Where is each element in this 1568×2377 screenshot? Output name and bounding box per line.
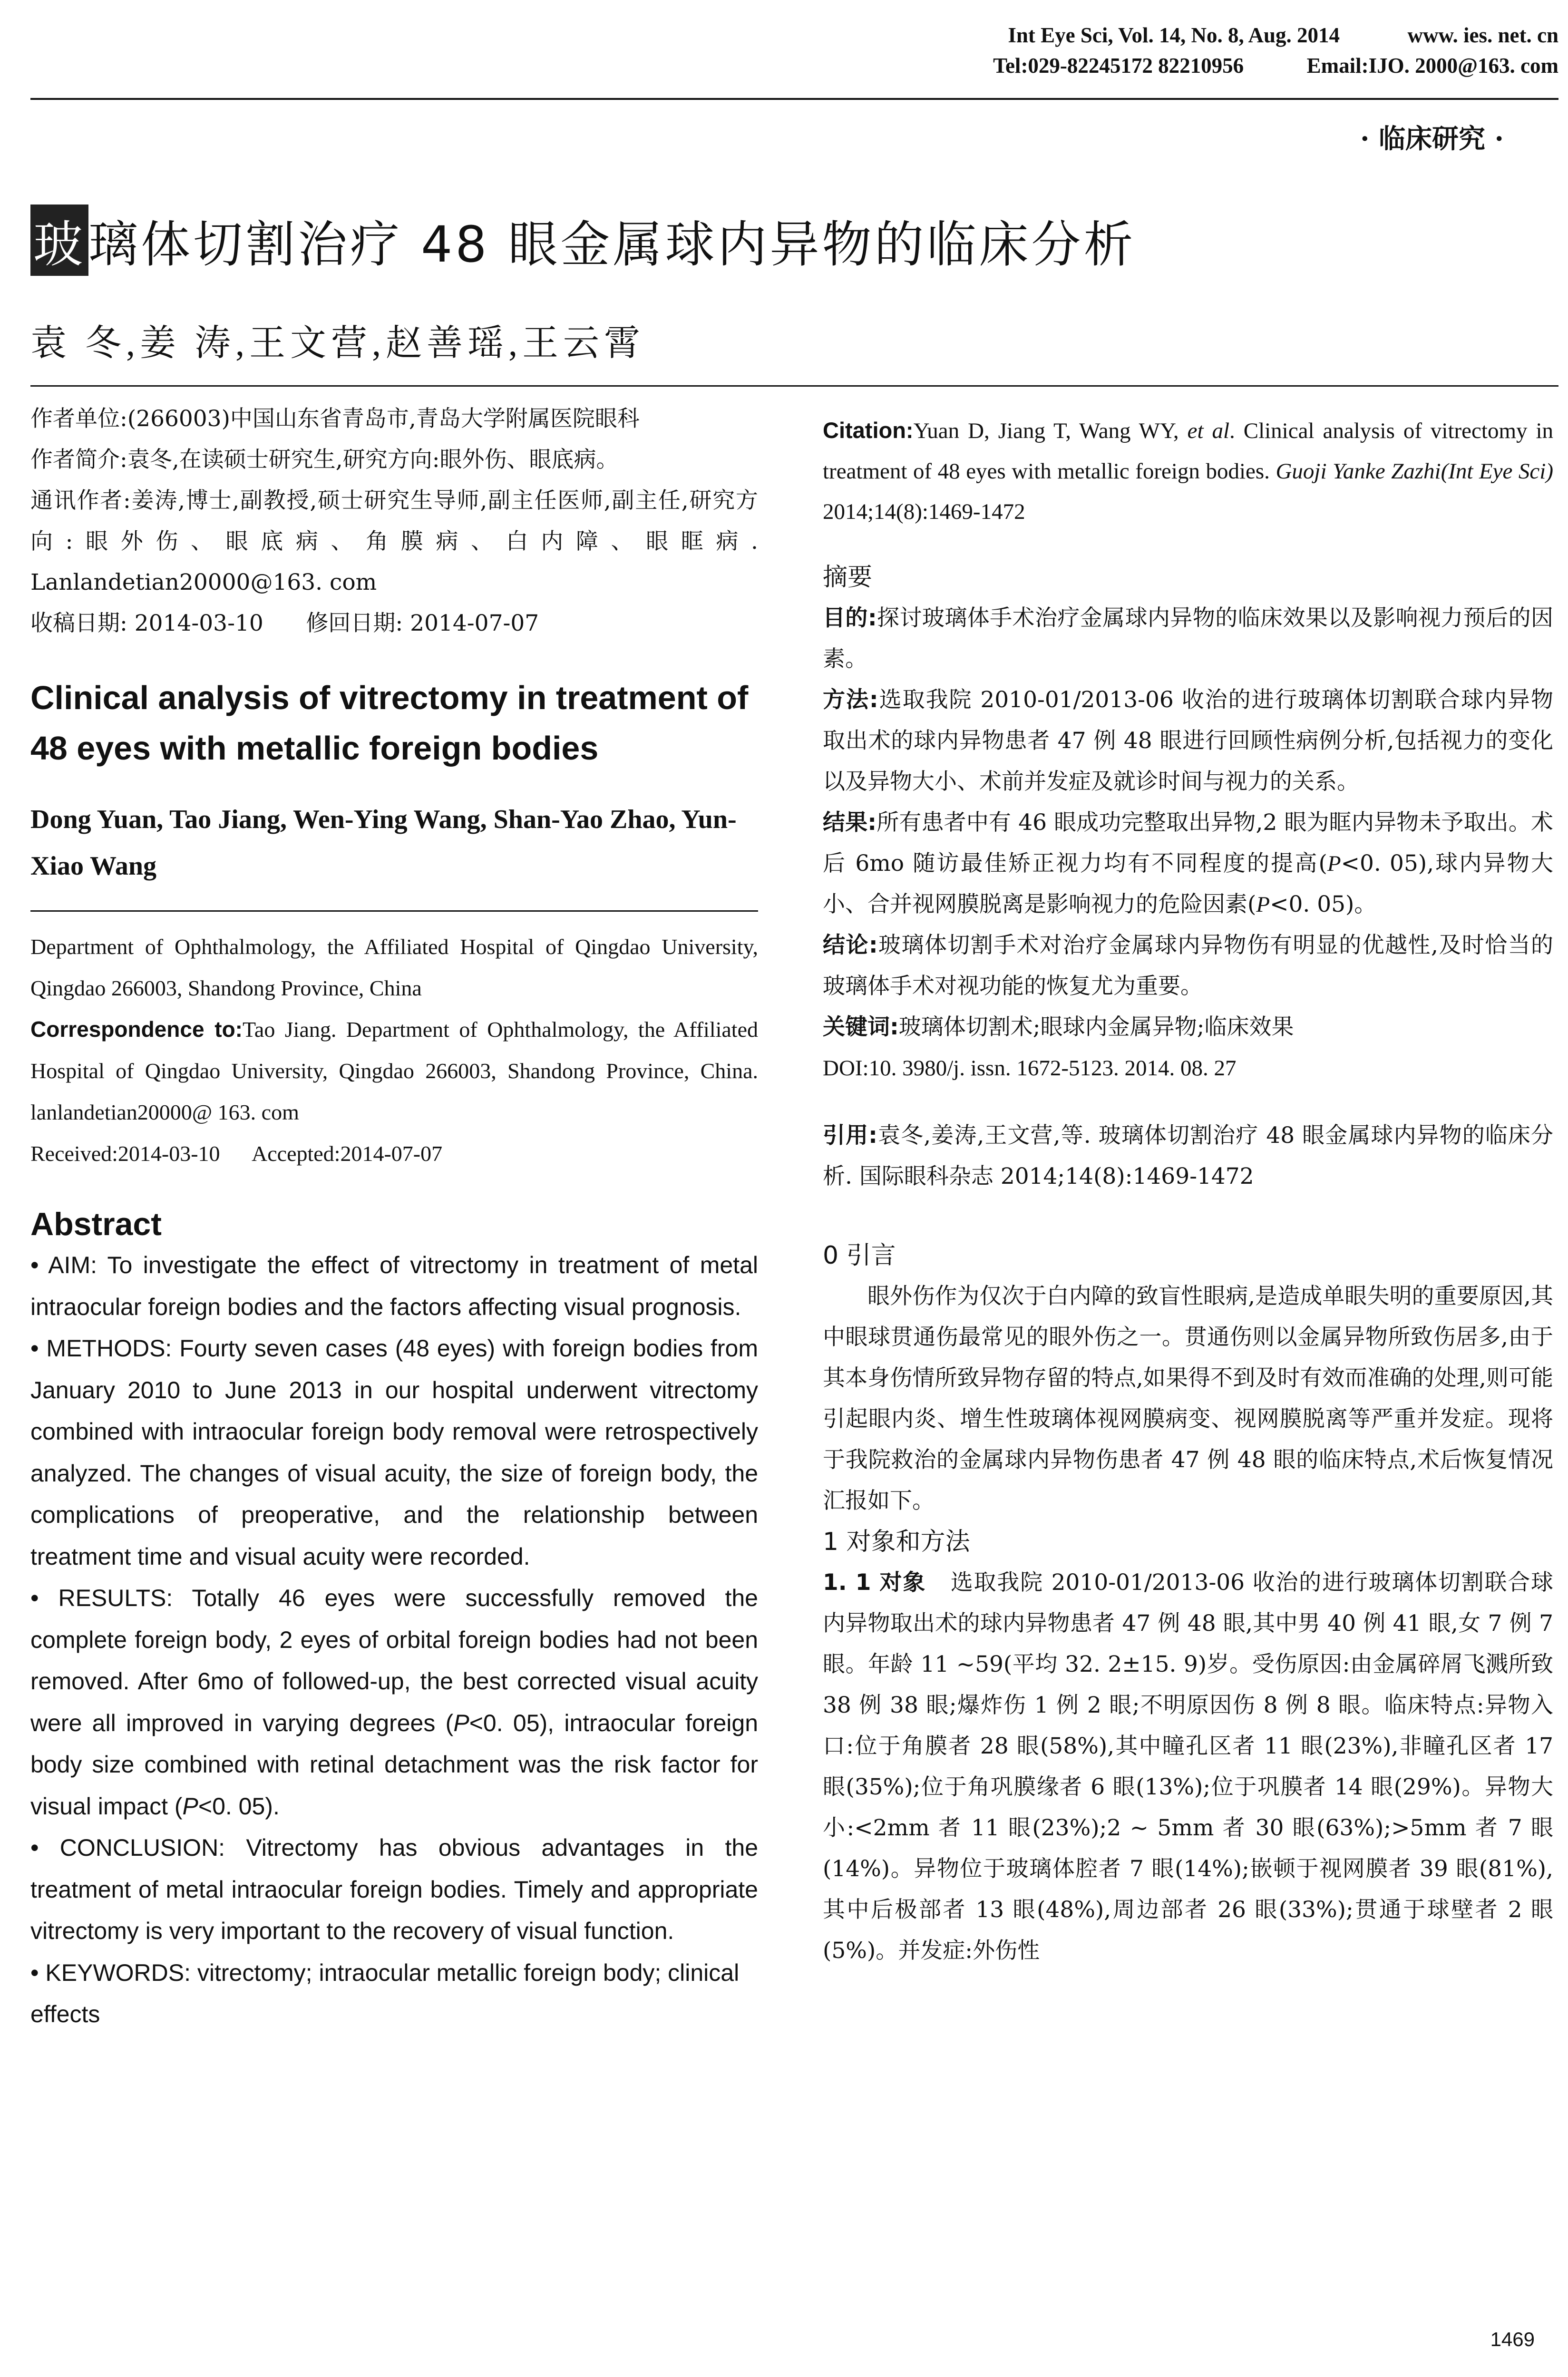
title-rest: 璃体切割治疗 48 眼金属球内异物的临床分析 [88, 215, 1136, 273]
title-first-char: 玻 [30, 205, 88, 276]
page-number: 1469 [1490, 2328, 1535, 2350]
cite-cn-text: 袁冬,姜涛,王文营,等. 玻璃体切割治疗 48 眼金属球内异物的临床分析. 国际眼科杂志 2014;14(8):1469-1472 [823, 1122, 1553, 1189]
methods-heading: 1 对象和方法 [823, 1528, 970, 1556]
results-label: 结果: [823, 809, 877, 836]
cn-abstract-aim [823, 598, 1553, 680]
journal-website: www. ies. net. cn [1407, 23, 1558, 47]
results-text-a: 所有患者中有 46 眼成功完整取出异物,2 眼为眶内异物未予取出。术后 6mo 随访最佳矫正视力均有不同程度的提高( [823, 809, 1553, 877]
right-column [823, 410, 1553, 1971]
english-affiliation: Department of Ophthalmology, the Affiliated Hospital of Qingdao University, Qingdao 266003, Shandong Province, China [30, 935, 758, 1000]
authors-rule [30, 385, 1558, 387]
citation-text-c: 2014;14(8):1469-1472 [823, 499, 1025, 524]
authors-cn: 袁 冬,姜 涛,王文营,赵善瑶,王云霄 [30, 323, 645, 363]
abstract-results-a: • RESULTS: Totally 46 eyes were successfully removed the complete foreign body, 2 eyes of orbital foreign bodies had not been removed. After 6mo of followed-up, the best corrected visual acuity were all improved in varying degrees ( [30, 1585, 758, 1736]
left-column [30, 399, 758, 2036]
english-authors-rule [30, 910, 758, 912]
abstract-results-c: <0. 05). [198, 1792, 280, 1820]
p-symbol: P [1256, 892, 1270, 917]
methods-text: 选取我院 2010-01/2013-06 收治的进行玻璃体切割联合球内异物取出术的球内异物患者 47 例 48 眼,其中男 40 例 41 眼,女 7 例 7 眼。年龄 11 ~59(平均 32. 2±15. 9)岁。受伤原因:由金属碎屑飞溅所致 38 例 38 眼;爆炸伤 1 例 2 眼;不明原因伤 8 例 8 眼。临床特点:异物入口:位于角膜者 28 眼(58%),其中瞳孔区者 11 眼(23%),非瞳孔区者 17 眼(35%);位于角巩膜缘者 6 眼(13%);位于巩膜者 14 眼(29%)。异物大小:<2mm 者 11 眼(23%);2 ~ 5mm 者 30 眼(63%);>5mm 者 7 眼(14%)。异物位于玻璃体腔者 7 眼(14%);嵌顿于视网膜者 39 眼(81%),其中后极部者 13 眼(48%),周边部者 26 眼(33%);贯通于球壁者 2 眼(5%)。并发症:外伤性 [823, 1569, 1553, 1964]
conclusion-text: 玻璃体切割手术对治疗金属球内异物伤有明显的优越性,及时恰当的玻璃体手术对视功能的恢复尤为重要。 [823, 932, 1553, 999]
journal-email: Email:IJO. 2000@163. com [1306, 54, 1558, 78]
journal-citation: Int Eye Sci, Vol. 14, No. 8, Aug. 2014 [1008, 23, 1340, 47]
doi: DOI:10. 3980/j. issn. 1672-5123. 2014. 08. 27 [823, 1056, 1237, 1081]
citation-text-b: . Clinical analysis of vitrectomy in treatment of 48 eyes with metallic foreign bodies. [823, 419, 1554, 484]
author-bio-cn: 作者简介:袁冬,在读硕士研究生,研究方向:眼外伤、眼底病。 [30, 447, 619, 473]
results-text-b: <0. 05),球内异物大小、合并视网膜脱离是影响视力的危险因素( [823, 850, 1554, 917]
aim-text: 探讨玻璃体手术治疗金属球内异物的临床效果以及影响视力预后的因素。 [823, 605, 1554, 672]
p-symbol: P [182, 1792, 198, 1820]
citation-text-a: Yuan D, Jiang T, Wang WY, [913, 419, 1179, 443]
abstract-keywords: • KEYWORDS: vitrectomy; intraocular metallic foreign body; clinical effects [30, 1959, 740, 2027]
citation-etal: et al [1187, 419, 1230, 443]
cn-abstract-keywords [823, 1007, 1553, 1048]
english-abstract [30, 1245, 758, 2036]
citation-label: Citation: [823, 418, 914, 443]
methods-paragraph [823, 1562, 1553, 1971]
cite-cn-label: 引用: [823, 1122, 877, 1149]
abstract-conclusion: • CONCLUSION: Vitrectomy has obvious advantages in the treatment of metal intraocular foreign bodies. Timely and appropriate vitrectomy is very important to the recovery of visual function. [30, 1834, 758, 1944]
correspondence-label: Correspondence to: [30, 1017, 243, 1042]
abstract-methods: • METHODS: Fourty seven cases (48 eyes) with foreign bodies from January 2010 to June 2013 in our hospital underwent vitrectomy combined with intraocular foreign body removal were retrospectively analyzed. The changes of visual acuity, the size of foreign body, the complications of preoperative, and the relationship between treatment time and visual acuity were recorded. [30, 1335, 758, 1570]
intro-paragraph: 眼外伤作为仅次于白内障的致盲性眼病,是造成单眼失明的重要原因,其中眼球贯通伤最常见的眼外伤之一。贯通伤则以金属异物所致伤居多,由于其本身伤情所致异物存留的特点,如果得不到及时有效而准确的处理,则可能引起眼内炎、增生性玻璃体视网膜病变、视网膜脱离等严重并发症。现将于我院救治的金属球内异物伤患者 47 例 48 眼的临床特点,术后恢复情况汇报如下。 [823, 1283, 1553, 1514]
keywords-label: 关键词: [823, 1014, 899, 1040]
methods-label: 方法: [823, 687, 878, 713]
cite-cn [823, 1115, 1553, 1197]
cn-abstract-methods [823, 680, 1553, 802]
abstract-heading: Abstract [30, 1206, 162, 1242]
p-symbol: P [453, 1709, 469, 1736]
page-title [30, 205, 1136, 276]
english-dates: Received:2014-03-10 Accepted:2014-07-07 [30, 1141, 443, 1166]
english-title: Clinical analysis of vitrectomy in treatment of 48 eyes with metallic foreign bodies [30, 679, 749, 767]
abstract-results [30, 1578, 758, 1827]
header-rule [30, 98, 1558, 100]
keywords-text: 玻璃体切割术;眼球内金属异物;临床效果 [898, 1014, 1294, 1040]
author-affiliation-cn: 作者单位:(266003)中国山东省青岛市,青岛大学附属医院眼科 [30, 406, 640, 432]
abstract-results-b: <0. 05), intraocular foreign body size combined with retinal detachment was the risk factor for visual impact ( [30, 1709, 758, 1820]
corresponding-author-cn: 通讯作者:姜涛,博士,副教授,硕士研究生导师,副主任医师,副主任,研究方向:眼外伤、眼底病、角膜病、白内障、眼眶病. Lanlandetian20000@163. com [30, 487, 758, 595]
methods-sub-label: 1. 1 对象 [823, 1569, 926, 1596]
section-tag: · 临床研究 · [1360, 123, 1504, 155]
abstract-aim: • AIM: To investigate the effect of vitrectomy in treatment of metal intraocular foreign bodies and the factors affecting visual prognosis. [30, 1252, 758, 1320]
correspondence-text: Tao Jiang. Department of Ophthalmology, the Affiliated Hospital of Qingdao University, Qingdao 266003, Shandong Province, China. lanlandetian20000@ 163. com [30, 1017, 759, 1124]
journal-tel: Tel:029-82245172 82210956 [993, 54, 1244, 78]
dates-cn: 收稿日期: 2014-03-10 修回日期: 2014-07-07 [30, 610, 539, 636]
journal-header [845, 20, 1558, 81]
aim-label: 目的: [823, 605, 877, 631]
methods-text: 选取我院 2010-01/2013-06 收治的进行玻璃体切割联合球内异物取出术的球内异物患者 47 例 48 眼进行回顾性病例分析,包括视力的变化以及异物大小、术前并发症及就诊时间与视力的关系。 [823, 687, 1553, 795]
cn-abstract-conclusion [823, 925, 1553, 1007]
intro-heading: 0 引言 [823, 1241, 896, 1270]
cn-abstract-results [823, 802, 1553, 925]
cn-abstract-heading: 摘要 [823, 563, 873, 592]
english-authors: Dong Yuan, Tao Jiang, Wen-Ying Wang, Shan-Yao Zhao, Yun-Xiao Wang [30, 805, 737, 881]
citation-en [823, 410, 1553, 532]
p-symbol: P [1327, 851, 1341, 876]
results-text-c: <0. 05)。 [1270, 891, 1377, 917]
conclusion-label: 结论: [823, 932, 878, 958]
citation-journal: Guoji Yanke Zazhi(Int Eye Sci) [1276, 459, 1553, 484]
english-correspondence [30, 1009, 758, 1133]
